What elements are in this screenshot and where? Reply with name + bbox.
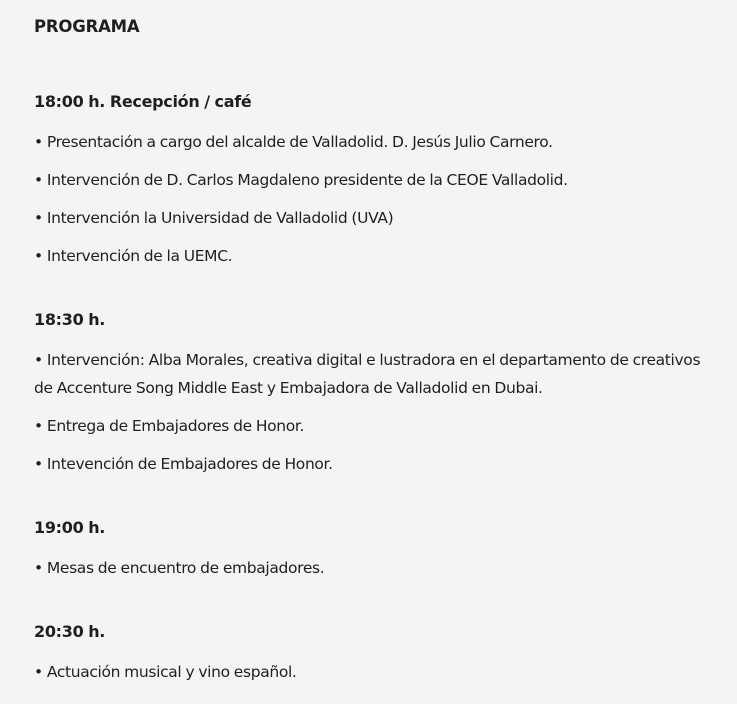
- list-item: • Intervención de la UEMC.: [34, 247, 233, 265]
- schedule-section-1900: [34, 516, 714, 582]
- list-item: • Mesas de encuentro de embajadores.: [34, 559, 325, 577]
- list-item: • Presentación a cargo del alcalde de Valladolid. D. Jesús Julio Carnero.: [34, 133, 553, 151]
- section-heading: 20:30 h.: [34, 622, 106, 641]
- schedule-section-2030: [34, 620, 714, 686]
- section-heading: 19:00 h.: [34, 518, 106, 537]
- page-title: PROGRAMA: [34, 17, 140, 36]
- list-item: • Entrega de Embajadores de Honor.: [34, 417, 305, 435]
- schedule-section-1830: [34, 308, 714, 478]
- schedule-section-1800: [34, 90, 714, 270]
- list-item: • Intervención: Alba Morales, creativa digital e lustradora en el departamento de creativos de Accenture Song Middle East y Embajadora de Valladolid en Dubai.: [34, 351, 701, 397]
- section-heading: 18:00 h. Recepción / café: [34, 92, 252, 111]
- section-heading: 18:30 h.: [34, 310, 106, 329]
- list-item: • Intervención de D. Carlos Magdaleno presidente de la CEOE Valladolid.: [34, 171, 568, 189]
- list-item: • Intevención de Embajadores de Honor.: [34, 455, 333, 473]
- list-item: • Actuación musical y vino español.: [34, 663, 297, 681]
- list-item: • Intervención la Universidad de Valladolid (UVA): [34, 209, 394, 227]
